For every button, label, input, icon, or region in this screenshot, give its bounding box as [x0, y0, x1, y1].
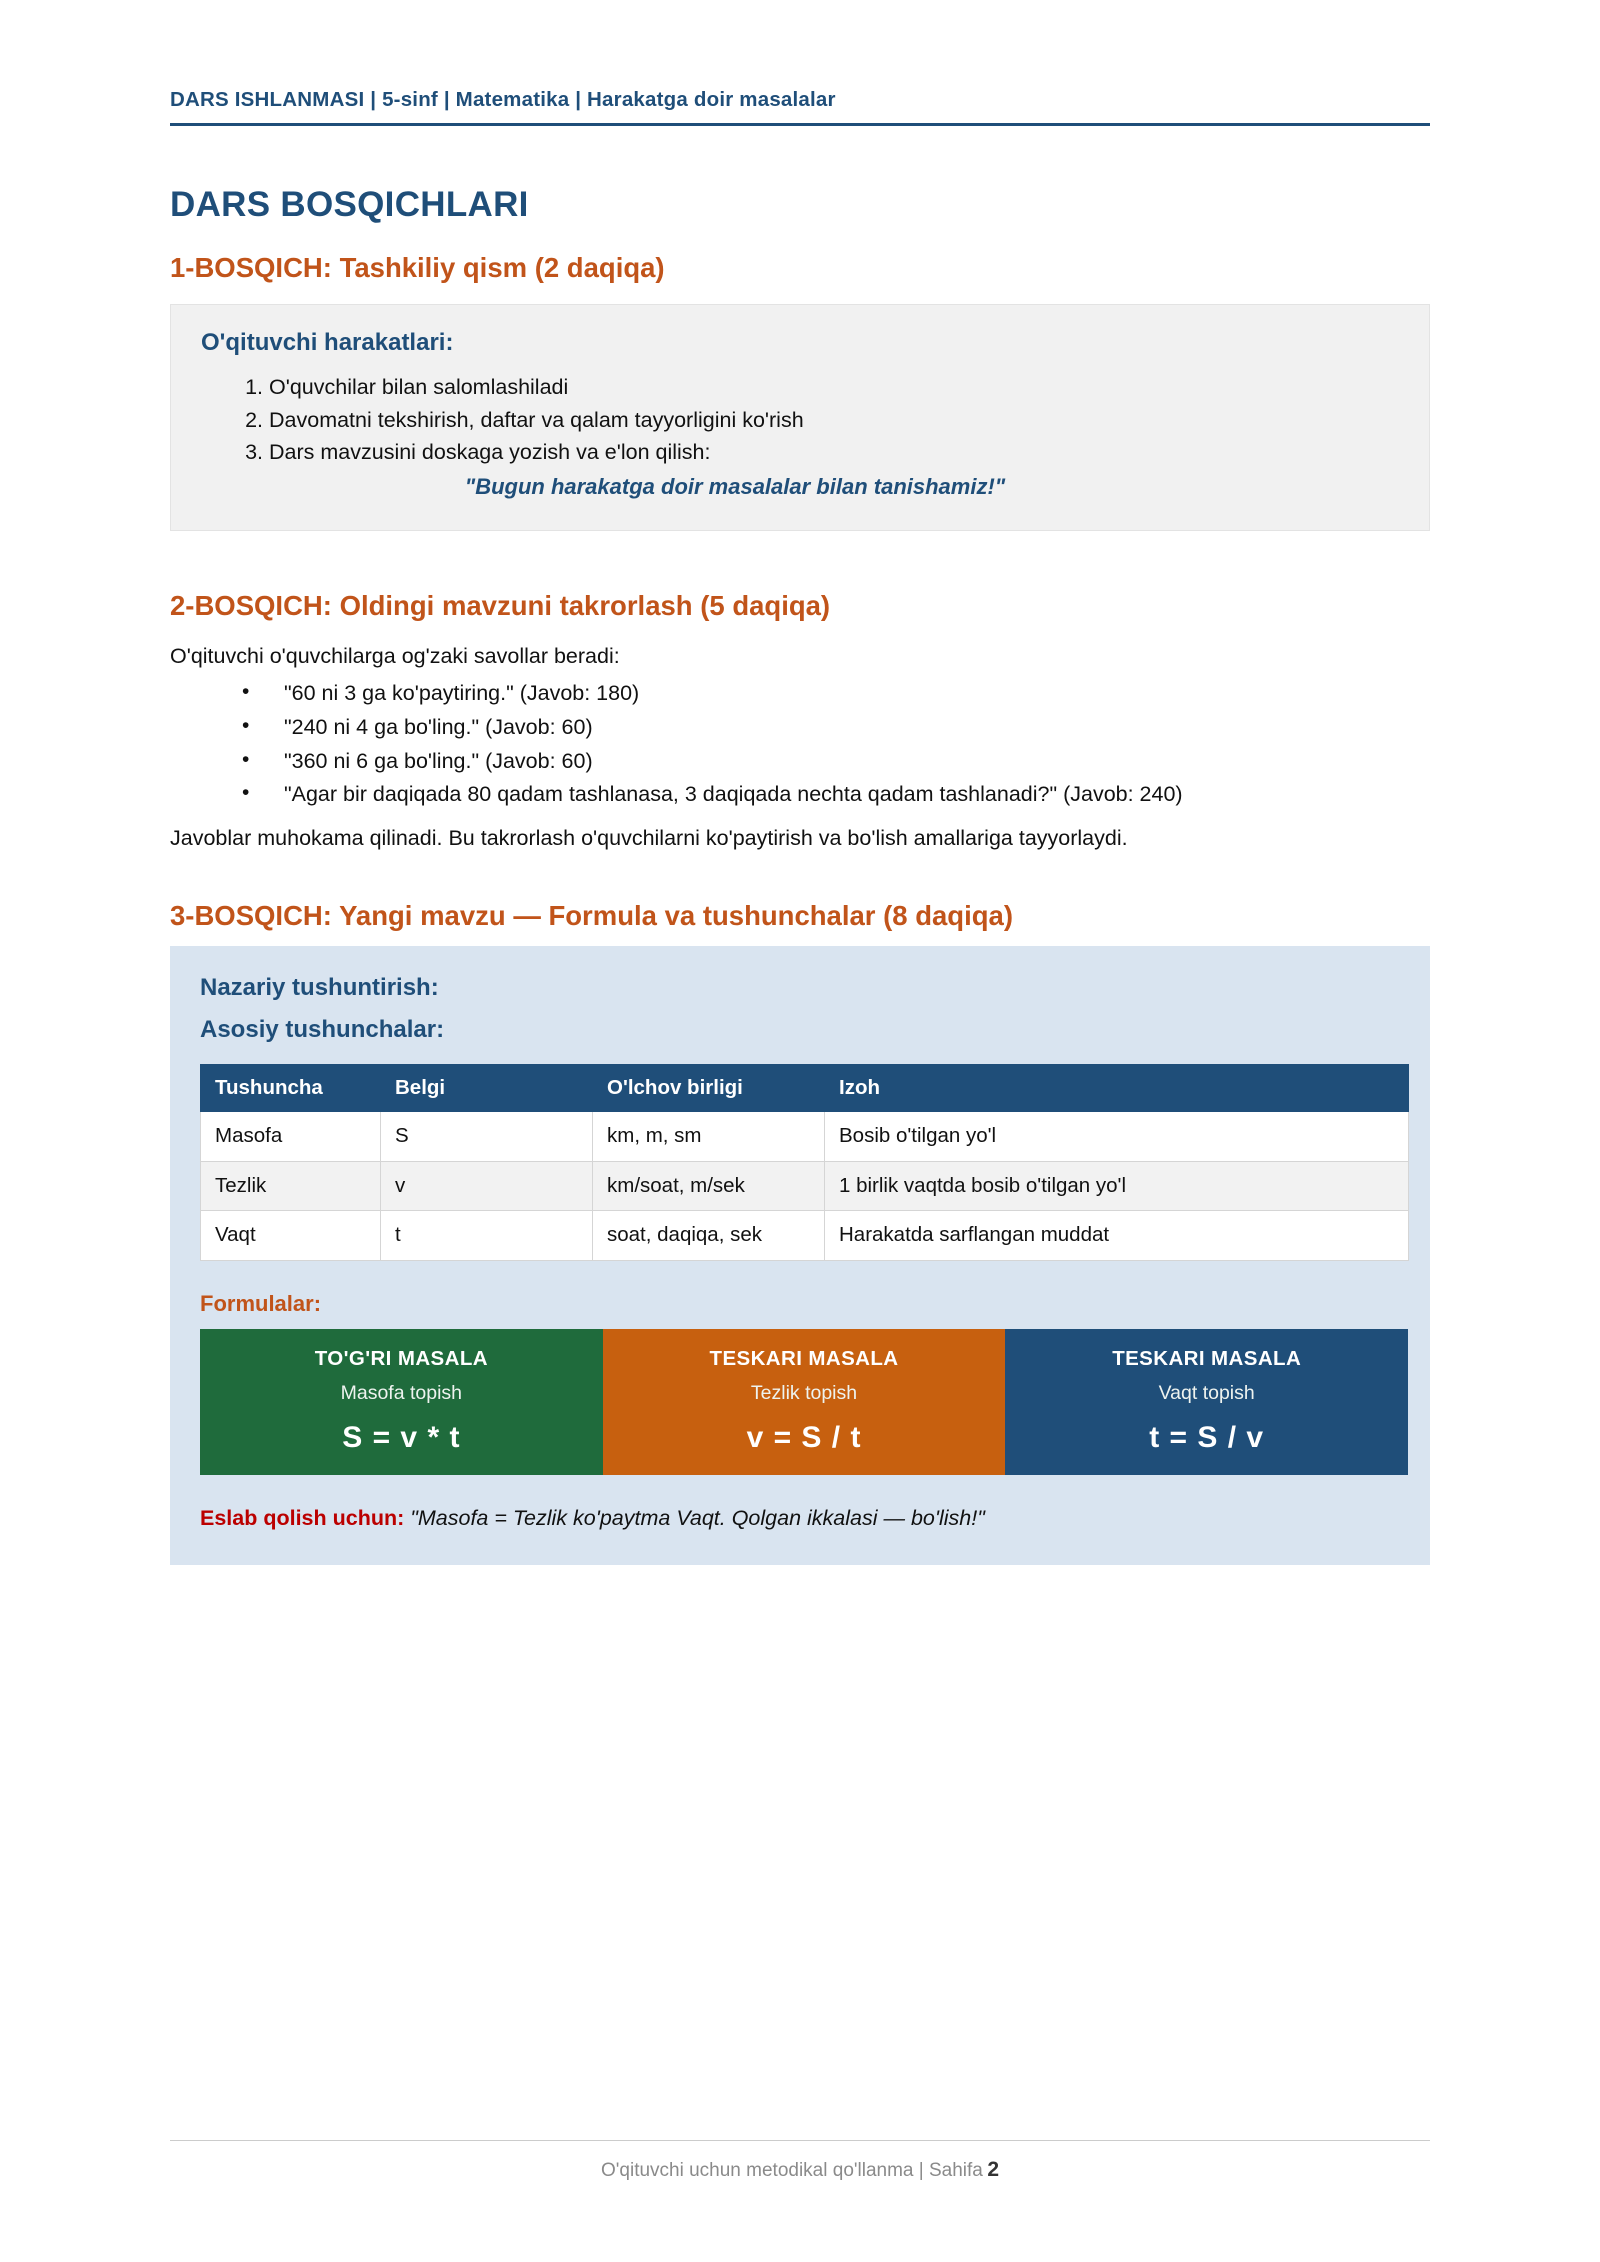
document-content — [170, 185, 1430, 1565]
formulas-label: Formulalar: — [200, 1290, 322, 1316]
theory-box — [170, 946, 1430, 1565]
formula-card-subtitle: Masofa topish — [340, 1381, 463, 1404]
list-item: • "Agar bir daqiqada 80 qadam tashlanasa, 3 daqiqada nechta qadam tashlanadi?" (Javob: 240) — [242, 780, 1430, 810]
running-header — [170, 88, 1430, 126]
footer-text: O'qituvchi uchun metodikal qo'llanma | Sahifa — [601, 2160, 983, 2181]
table-cell: S — [381, 1112, 593, 1162]
formula-card-expression: S = v * t — [342, 1420, 461, 1454]
table-cell: Vaqt — [201, 1211, 381, 1261]
stage-3-heading: 3-BOSQICH: Yangi mavzu — Formula va tushunchalar (8 daqiqa) — [170, 900, 1013, 932]
formula-card-time — [1005, 1329, 1408, 1475]
remember-label: Eslab qolish uchun: — [200, 1505, 405, 1530]
list-item: • "360 ni 6 ga bo'ling." (Javob: 60) — [242, 747, 1430, 777]
column-header: Belgi — [381, 1065, 593, 1112]
stage-2-heading: 2-BOSQICH: Oldingi mavzuni takrorlash (5 daqiqa) — [170, 590, 831, 622]
formula-card-title: TO'G'RI MASALA — [314, 1346, 488, 1370]
formula-cards — [200, 1329, 1408, 1475]
formula-card-subtitle: Vaqt topish — [1158, 1381, 1255, 1404]
list-item: 1. O'quvchilar bilan salomlashiladi — [269, 373, 1399, 401]
table-header-row — [201, 1065, 1409, 1112]
formula-card-expression: t = S / v — [1149, 1420, 1265, 1454]
stage-2-closing: Javoblar muhokama qilinadi. Bu takrorlash o'quvchilarni ko'paytirish va bo'lish amallariga tayyorlaydi. — [170, 826, 1128, 851]
table-cell: km/soat, m/sek — [593, 1161, 825, 1211]
theory-heading: Nazariy tushuntirish: — [200, 974, 439, 1002]
stage-2-intro: O'qituvchi o'quvchilarga og'zaki savollar beradi: — [170, 644, 620, 669]
formula-card-expression: v = S / t — [746, 1420, 862, 1454]
teacher-actions-box — [170, 304, 1430, 531]
remember-text: "Masofa = Tezlik ko'paytma Vaqt. Qolgan ikkalasi — bo'lish!" — [410, 1505, 985, 1530]
formula-card-subtitle: Tezlik topish — [750, 1381, 858, 1404]
list-item: 2. Davomatni tekshirish, daftar va qalam tayyorligini ko'rish — [269, 406, 1399, 434]
table-cell: v — [381, 1161, 593, 1211]
column-header: Izoh — [825, 1065, 1409, 1112]
list-item: 3. Dars mavzusini doskaga yozish va e'lon qilish: — [269, 438, 1399, 466]
concepts-table — [200, 1064, 1409, 1261]
table-row — [201, 1112, 1409, 1162]
list-item: • "240 ni 4 ga bo'ling." (Javob: 60) — [242, 713, 1430, 743]
lesson-topic-quote: "Bugun harakatga doir masalalar bilan tanishamiz!" — [464, 474, 1006, 500]
stage-1-heading: 1-BOSQICH: Tashkiliy qism (2 daqiqa) — [170, 252, 665, 284]
concepts-heading: Asosiy tushunchalar: — [200, 1016, 445, 1044]
page-title: DARS BOSQICHLARI — [170, 185, 529, 224]
teacher-actions-list — [201, 373, 1399, 466]
column-header: O'lchov birligi — [593, 1065, 825, 1112]
remember-note — [200, 1505, 1400, 1533]
table-row — [201, 1161, 1409, 1211]
running-header-text: DARS ISHLANMASI | 5-sinf | Matematika | Harakatga doir masalalar — [170, 88, 836, 111]
footer-page-number: 2 — [987, 2158, 999, 2181]
list-item: • "60 ni 3 ga ko'paytiring." (Javob: 180) — [242, 679, 1430, 709]
table-cell: Harakatda sarflangan muddat — [825, 1211, 1409, 1261]
revision-questions-list — [170, 679, 1430, 810]
table-cell: Tezlik — [201, 1161, 381, 1211]
table-cell: soat, daqiqa, sek — [593, 1211, 825, 1261]
formula-card-title: TESKARI MASALA — [709, 1346, 899, 1370]
page-footer — [170, 2140, 1430, 2182]
table-cell: Bosib o'tilgan yo'l — [825, 1112, 1409, 1162]
formula-card-distance — [200, 1329, 603, 1475]
table-cell: 1 birlik vaqtda bosib o'tilgan yo'l — [825, 1161, 1409, 1211]
table-cell: t — [381, 1211, 593, 1261]
teacher-actions-heading: O'qituvchi harakatlari: — [201, 329, 454, 357]
column-header: Tushuncha — [201, 1065, 381, 1112]
table-cell: Masofa — [201, 1112, 381, 1162]
formula-card-title: TESKARI MASALA — [1112, 1346, 1302, 1370]
table-cell: km, m, sm — [593, 1112, 825, 1162]
table-row — [201, 1211, 1409, 1261]
formula-card-speed — [603, 1329, 1006, 1475]
